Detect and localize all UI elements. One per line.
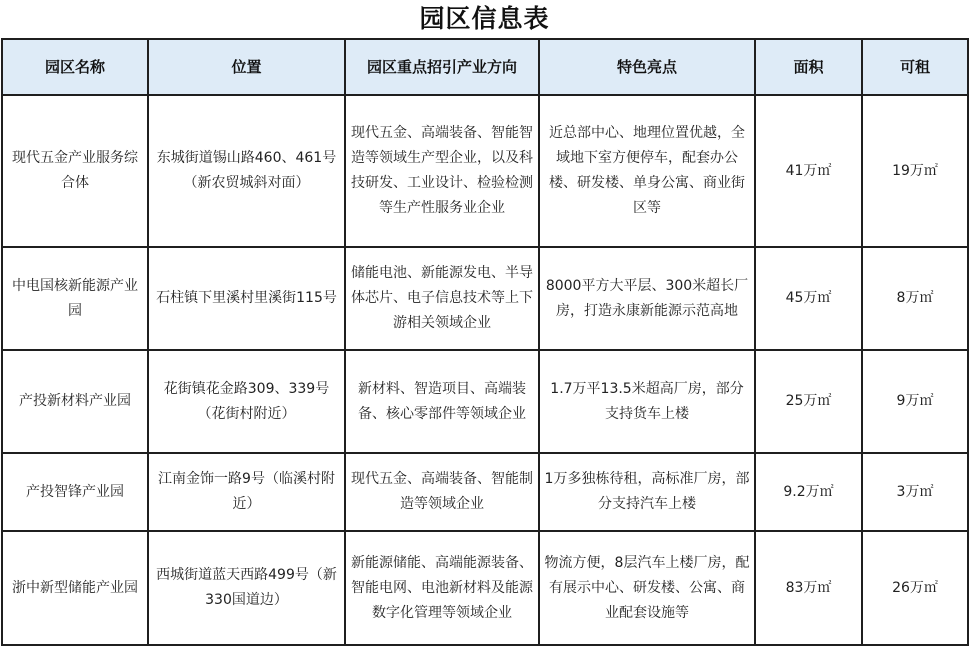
cell-location: 江南金饰一路9号（临溪村附近） xyxy=(148,453,345,531)
cell-park-name: 浙中新型储能产业园 xyxy=(2,531,148,645)
table-row xyxy=(2,350,968,453)
cell-rentable: 8万㎡ xyxy=(862,247,968,350)
header-industry: 园区重点招引产业方向 xyxy=(345,39,539,95)
cell-industry: 新能源储能、高端能源装备、智能电网、电池新材料及能源数字化管理等领域企业 xyxy=(345,531,539,645)
table-title: 园区信息表 xyxy=(419,4,550,33)
cell-industry: 现代五金、高端装备、智能智造等领域生产型企业，以及科技研发、工业设计、检验检测等生产性服务业企业 xyxy=(345,95,539,247)
cell-highlights: 8000平方大平层、300米超长厂房，打造永康新能源示范高地 xyxy=(539,247,755,350)
cell-area: 83万㎡ xyxy=(755,531,862,645)
cell-park-name: 产投新材料产业园 xyxy=(2,350,148,453)
cell-highlights: 物流方便，8层汽车上楼厂房，配有展示中心、研发楼、公寓、商业配套设施等 xyxy=(539,531,755,645)
table-row xyxy=(2,95,968,247)
cell-rentable: 3万㎡ xyxy=(862,453,968,531)
table-row xyxy=(2,453,968,531)
cell-rentable: 9万㎡ xyxy=(862,350,968,453)
cell-park-name: 中电国核新能源产业园 xyxy=(2,247,148,350)
cell-industry: 新材料、智造项目、高端装备、核心零部件等领域企业 xyxy=(345,350,539,453)
cell-park-name: 现代五金产业服务综合体 xyxy=(2,95,148,247)
cell-park-name: 产投智锋产业园 xyxy=(2,453,148,531)
cell-highlights: 1.7万平13.5米超高厂房，部分支持货车上楼 xyxy=(539,350,755,453)
cell-industry: 储能电池、新能源发电、半导体芯片、电子信息技术等上下游相关领域企业 xyxy=(345,247,539,350)
header-rentable: 可租 xyxy=(862,39,968,95)
park-info-table xyxy=(1,38,969,646)
header-area: 面积 xyxy=(755,39,862,95)
table-row xyxy=(2,531,968,645)
cell-rentable: 19万㎡ xyxy=(862,95,968,247)
header-row xyxy=(2,39,968,95)
cell-area: 45万㎡ xyxy=(755,247,862,350)
cell-location: 西城街道蓝天西路499号（新330国道边） xyxy=(148,531,345,645)
cell-location: 花街镇花金路309、339号（花街村附近） xyxy=(148,350,345,453)
table-row xyxy=(2,247,968,350)
header-location: 位置 xyxy=(148,39,345,95)
cell-area: 9.2万㎡ xyxy=(755,453,862,531)
header-highlights: 特色亮点 xyxy=(539,39,755,95)
cell-highlights: 1万多独栋待租，高标准厂房，部分支持汽车上楼 xyxy=(539,453,755,531)
cell-location: 石柱镇下里溪村里溪街115号 xyxy=(148,247,345,350)
cell-industry: 现代五金、高端装备、智能制造等领域企业 xyxy=(345,453,539,531)
cell-location: 东城街道锡山路460、461号（新农贸城斜对面） xyxy=(148,95,345,247)
header-park-name: 园区名称 xyxy=(2,39,148,95)
cell-highlights: 近总部中心、地理位置优越，全域地下室方便停车，配套办公楼、研发楼、单身公寓、商业街区等 xyxy=(539,95,755,247)
cell-rentable: 26万㎡ xyxy=(862,531,968,645)
cell-area: 25万㎡ xyxy=(755,350,862,453)
cell-area: 41万㎡ xyxy=(755,95,862,247)
